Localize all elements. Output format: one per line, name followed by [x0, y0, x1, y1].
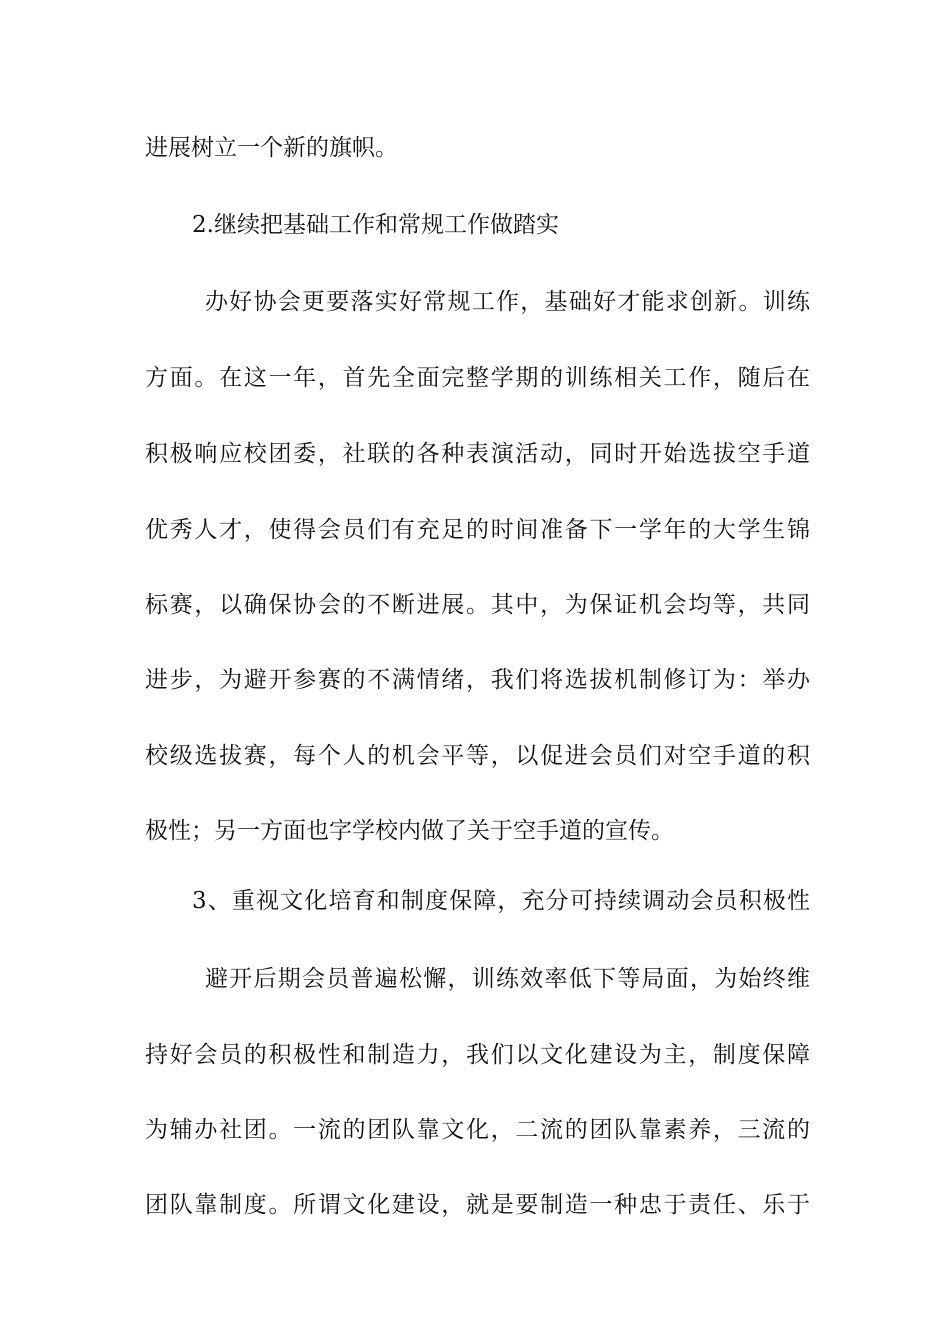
paragraph-line: 积极响应校团委，社联的各种表演活动，同时开始选拔空手道: [145, 441, 810, 467]
paragraph-line: 方面。在这一年，首先全面完整学期的训练相关工作，随后在: [145, 365, 810, 391]
paragraph-line-end: 进展树立一个新的旗帜。: [145, 135, 398, 161]
paragraph-line: 避开后期会员普遍松懈，训练效率低下等局面，为始终维: [205, 966, 810, 992]
section-heading-3: 3、重视文化培育和制度保障，充分可持续调动会员积极性: [192, 888, 810, 914]
paragraph-line-end: 极性；另一方面也字学校内做了关于空手道的宣传。: [145, 818, 674, 844]
paragraph-line: 校级选拔赛，每个人的机会平等，以促进会员们对空手道的积: [145, 743, 810, 769]
paragraph-line: 办好协会更要落实好常规工作，基础好才能求创新。训练: [205, 289, 810, 315]
paragraph-line: 为辅办社团。一流的团队靠文化，二流的团队靠素养，三流的: [145, 1117, 810, 1143]
paragraph-line: 持好会员的积极性和制造力，我们以文化建设为主，制度保障: [145, 1042, 810, 1068]
section-heading-2: 2.继续把基础工作和常规工作做踏实: [192, 212, 559, 238]
paragraph-line: 优秀人才，使得会员们有充足的时间准备下一学年的大学生锦: [145, 517, 810, 543]
paragraph-line: 进步，为避开参赛的不满情绪，我们将选拔机制修订为：举办: [145, 667, 810, 693]
paragraph-line: 团队靠制度。所谓文化建设，就是要制造一种忠于责任、乐于: [145, 1192, 810, 1218]
paragraph-line: 标赛，以确保协会的不断进展。其中，为保证机会均等，共同: [145, 592, 810, 618]
